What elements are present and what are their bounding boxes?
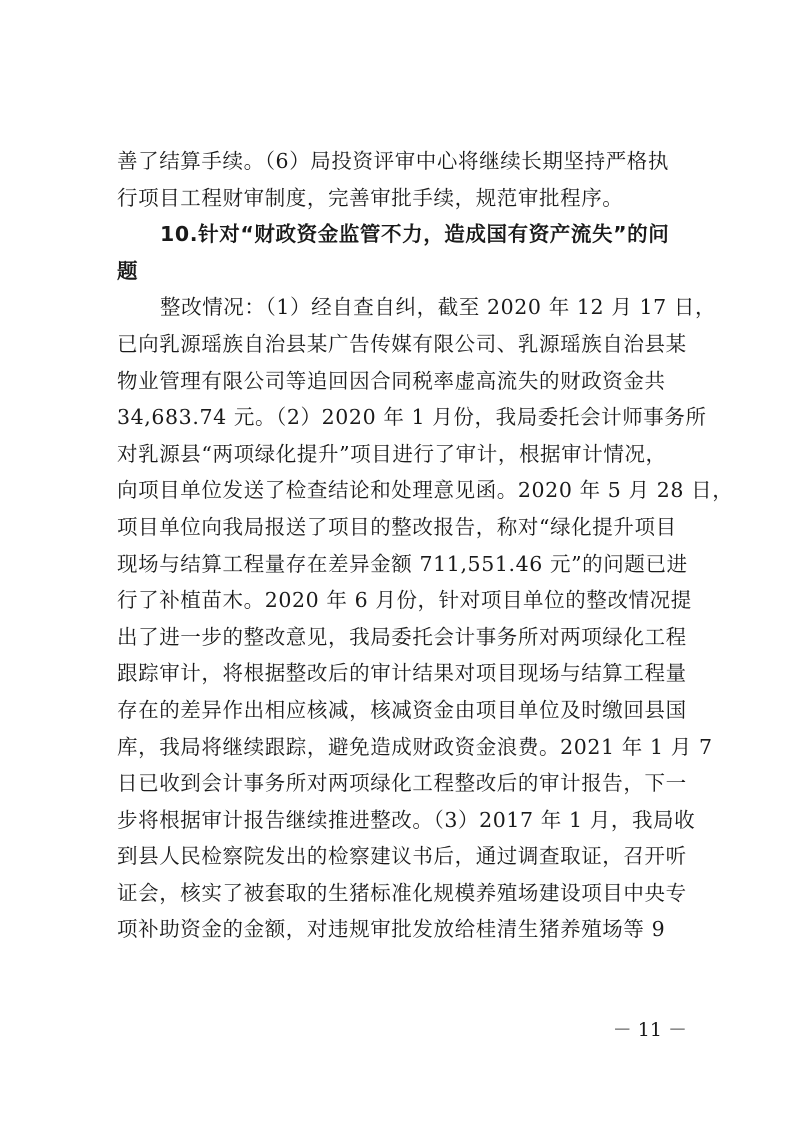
text-line: 存在的差异作出相应核减，核减资金由项目单位及时缴回县国	[117, 697, 687, 722]
section-heading-continued: 题	[117, 258, 139, 283]
text-line: 行项目工程财审制度，完善审批手续，规范审批程序。	[117, 185, 624, 210]
text-line: 出了进一步的整改意见，我局委托会计事务所对两项绿化工程	[117, 624, 687, 649]
text-line: 向项目单位发送了检查结论和处理意见函。2020 年 5 月 28 日，	[117, 478, 734, 503]
text-line: 项补助资金的金额，对违规审批发放给桂清生猪养殖场等 9	[117, 917, 666, 942]
text-line: 库，我局将继续跟踪，避免造成财政资金浪费。2021 年 1 月 7	[117, 734, 713, 759]
text-line: 行了补植苗木。2020 年 6 月份，针对项目单位的整改情况提	[117, 588, 692, 613]
text-line: 证会，核实了被套取的生猪标准化规模养殖场建设项目中央专	[117, 880, 687, 905]
section-heading: 10.针对“财政资金监管不力，造成国有资产流失”的问	[160, 222, 670, 247]
text-line: 到县人民检察院发出的检察建议书后，通过调查取证，召开听	[117, 844, 687, 869]
text-line: 已向乳源瑶族自治县某广告传媒有限公司、乳源瑶族自治县某	[117, 331, 687, 356]
body-text	[117, 143, 734, 948]
text-line: 对乳源县“两项绿化提升”项目进行了审计，根据审计情况，	[117, 441, 667, 466]
text-line: 34,683.74 元。（2）2020 年 1 月份，我局委托会计师事务所	[117, 405, 707, 430]
text-line: 跟踪审计，将根据整改后的审计结果对项目现场与结算工程量	[117, 661, 687, 686]
text-line: 现场与结算工程量存在差异金额 711,551.46 元”的问题已进	[117, 551, 688, 576]
text-line: 物业管理有限公司等追回因合同税率虚高流失的财政资金共	[117, 368, 666, 393]
text-line: 项目单位向我局报送了项目的整改报告，称对“绿化提升项目	[117, 514, 677, 539]
text-line: 步将根据审计报告继续推进整改。（3）2017 年 1 月，我局收	[117, 807, 696, 832]
text-line: 整改情况：（1）经自查自纠，截至 2020 年 12 月 17 日，	[160, 295, 717, 320]
text-line: 日已收到会计事务所对两项绿化工程整改后的审计报告，下一	[117, 771, 687, 796]
page-number: － 11 －	[612, 1019, 687, 1041]
text-line: 善了结算手续。（6）局投资评审中心将继续长期坚持严格执	[117, 149, 669, 173]
